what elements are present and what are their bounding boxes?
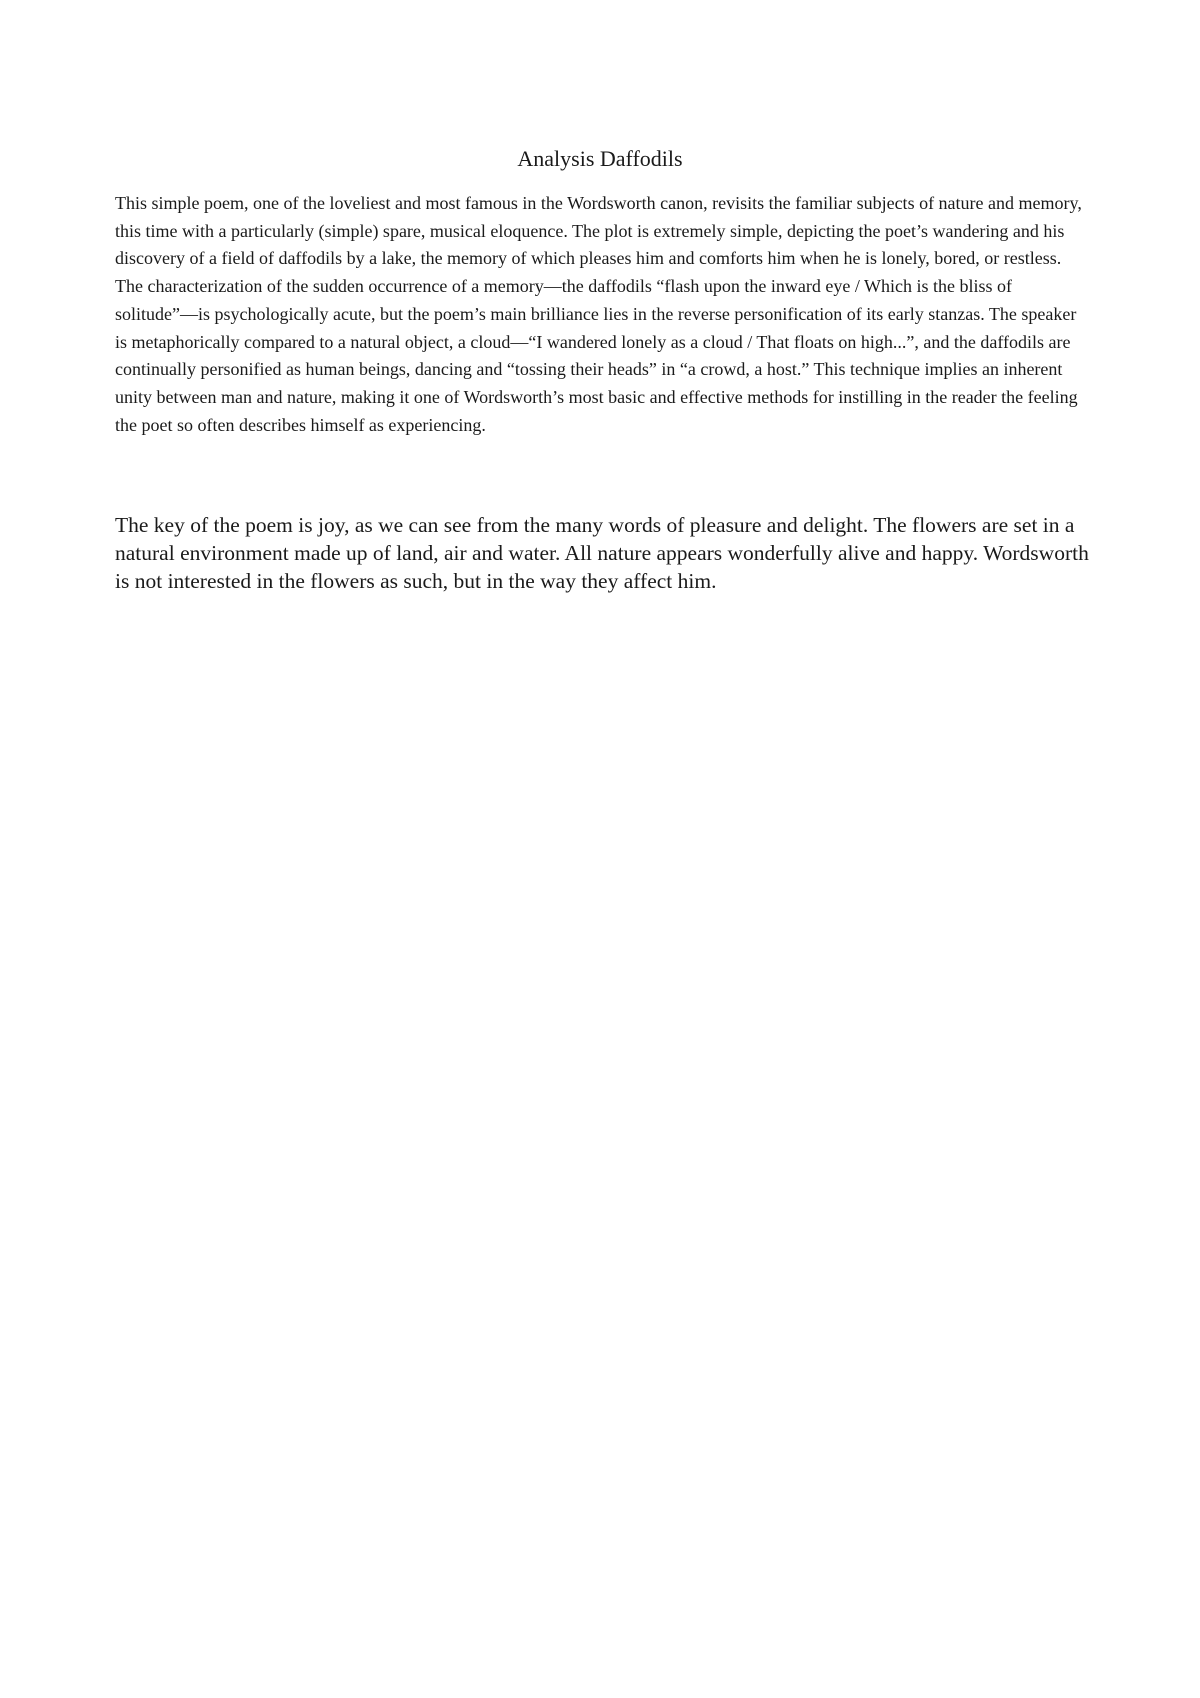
paragraph-analysis: This simple poem, one of the loveliest and most famous in the Wordsworth canon, revisits the familiar subjects of nature and memory, this time with a particularly (simple) spare, musical eloquence. The plot is extremely simple, depicting the poet’s wandering and his discovery of a field of daffodils by a lake, the memory of which pleases him and comforts him when he is lonely, bored, or restless. The characterization of the sudden occurrence of a memory—the daffodils “flash upon the inward eye / Which is the bliss of solitude”—is psychologically acute, but the poem’s main brilliance lies in the reverse personification of its early stanzas. The speaker is metaphorically compared to a natural object, a cloud—“I wandered lonely as a cloud / That floats on high...”, and the daffodils are continually personified as human beings, dancing and “tossing their heads” in “a crowd, a host.” This technique implies an inherent unity between man and nature, making it one of Wordsworth’s most basic and effective methods for instilling in the reader the feeling the poet so often describes himself as experiencing.: [115, 193, 1082, 435]
document-title: Analysis Daffodils: [517, 146, 683, 171]
paragraph-joy: The key of the poem is joy, as we can see from the many words of pleasure and delight. The flowers are set in a natural environment made up of land, air and water. All nature appears wonderfully alive and happy. Wordsworth is not interested in the flowers as such, but in the way they affect him.: [115, 513, 1089, 593]
